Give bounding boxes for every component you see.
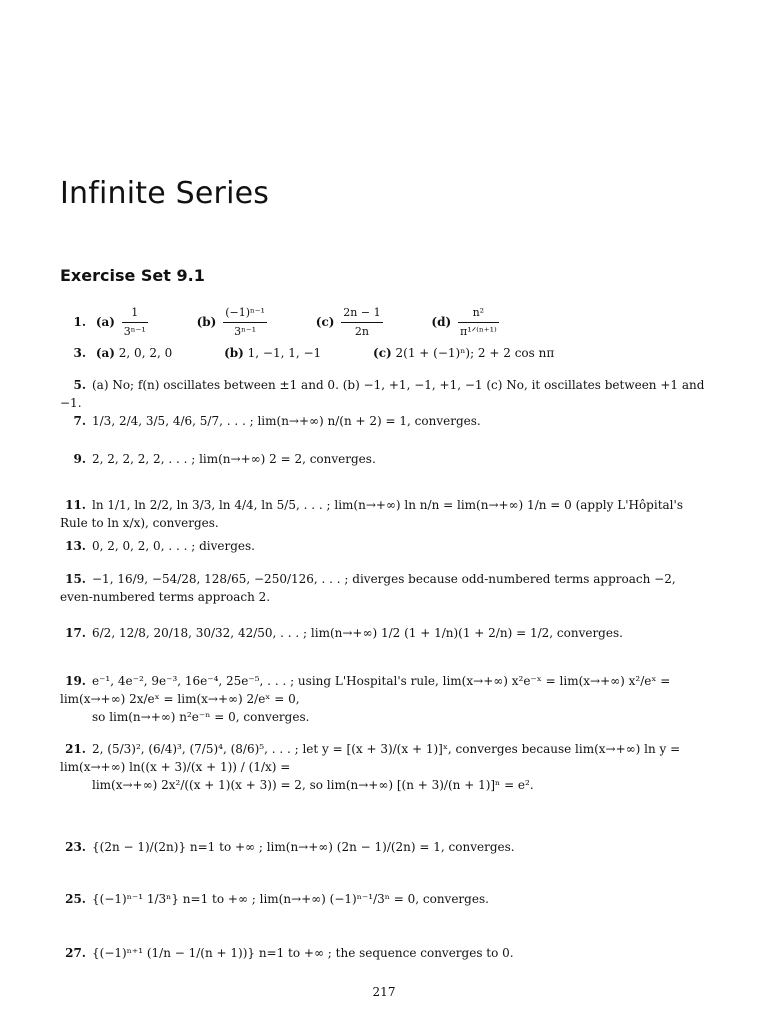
problem-text: {(−1)ⁿ⁺¹ (1/n − 1/(n + 1))} n=1 to +∞ ; the sequence converges to 0. — [92, 946, 514, 960]
problem-5 — [60, 376, 710, 412]
problem-19 — [60, 672, 710, 726]
problem-number: 17. — [65, 626, 86, 640]
problem-25 — [60, 890, 710, 908]
problem-text: 2, (5/3)², (6/4)³, (7/5)⁴, (8/6)⁵, . . . ; let y = [(x + 3)/(x + 1)]ˣ, converges because lim(x→+∞) ln y = lim(x→+∞) ln((x + 3)/(x + 1)) / (1/x) = — [60, 742, 681, 774]
problem-number: 15. — [65, 572, 86, 586]
problem-15 — [60, 570, 710, 606]
problem-text: 6/2, 12/8, 20/18, 30/32, 42/50, . . . ; lim(n→+∞) 1/2 (1 + 1/n)(1 + 2/n) = 1/2, converges. — [92, 626, 623, 640]
problem-7 — [60, 412, 710, 430]
problem-text: {(−1)ⁿ⁻¹ 1/3ⁿ} n=1 to +∞ ; lim(n→+∞) (−1)ⁿ⁻¹/3ⁿ = 0, converges. — [92, 892, 489, 906]
part-d: (d) $\frac{\text{n²}}{\text{π¹ᐟ⁽ⁿ⁺¹⁾}}$ — [431, 306, 497, 338]
problem-number: 1. — [73, 315, 86, 329]
problem-number: 23. — [65, 840, 86, 854]
problem-text: {(2n − 1)/(2n)} n=1 to +∞ ; lim(n→+∞) (2n − 1)/(2n) = 1, converges. — [92, 840, 515, 854]
problem-number: 13. — [65, 539, 86, 553]
problem-number: 27. — [65, 946, 86, 960]
problem-1 — [60, 304, 710, 341]
part-c: (c) $\frac{2n - 1}{2n}$ — [315, 306, 381, 338]
problem-text: 0, 2, 0, 2, 0, . . . ; diverges. — [92, 539, 255, 553]
chapter-title: Infinite Series — [60, 176, 270, 211]
problem-text: (a) No; f(n) oscillates between ±1 and 0. (b) −1, +1, −1, +1, −1 (c) No, it oscillates between +1 and −1. — [60, 378, 705, 410]
part-a: (a) 2, 0, 2, 0 — [95, 346, 173, 360]
problem-text: ln 1/1, ln 2/2, ln 3/3, ln 4/4, ln 5/5, . . . ; lim(n→+∞) ln n/n = lim(n→+∞) 1/n = 0 (apply L'Hôpital's Rule to ln x/x), converges. — [60, 498, 683, 530]
problem-text: −1, 16/9, −54/28, 128/65, −250/126, . . . ; diverges because odd-numbered terms approach −2, even-numbered terms approach 2. — [60, 572, 676, 604]
part-b: (b) $\frac{\text{(−1)ⁿ⁻¹}}{\text{3ⁿ⁻¹}}$ — [196, 306, 265, 338]
problem-27 — [60, 944, 710, 962]
problem-text: 1/3, 2/4, 3/5, 4/6, 5/7, . . . ; lim(n→+∞) n/(n + 2) = 1, converges. — [92, 414, 481, 428]
problem-9 — [60, 450, 710, 468]
problem-number: 25. — [65, 892, 86, 906]
problem-text-continued: so lim(n→+∞) n²e⁻ⁿ = 0, converges. — [92, 710, 310, 724]
problem-text-continued: lim(x→+∞) 2x²/((x + 1)(x + 3)) = 2, so lim(n→+∞) [(n + 3)/(n + 1)]ⁿ = e². — [92, 778, 534, 792]
part-b: (b) 1, −1, 1, −1 — [224, 346, 322, 360]
problem-number: 5. — [73, 378, 86, 392]
problem-3 — [60, 344, 710, 362]
problem-11 — [60, 496, 710, 532]
problem-21 — [60, 740, 710, 794]
problem-number: 7. — [73, 414, 86, 428]
section-title: Exercise Set 9.1 — [60, 266, 205, 285]
part-c: (c) 2(1 + (−1)ⁿ); 2 + 2 cos nπ — [373, 346, 555, 360]
part-a: (a) $\frac{1}{\text{3ⁿ⁻¹}}$ — [95, 306, 146, 338]
page-number: 217 — [372, 985, 396, 999]
problem-number: 3. — [73, 346, 86, 360]
problem-number: 21. — [65, 742, 86, 756]
problem-23 — [60, 838, 710, 856]
problem-number: 11. — [65, 498, 86, 512]
problem-text: 2, 2, 2, 2, 2, . . . ; lim(n→+∞) 2 = 2, converges. — [92, 452, 376, 466]
problem-13 — [60, 537, 710, 555]
problem-text: e⁻¹, 4e⁻², 9e⁻³, 16e⁻⁴, 25e⁻⁵, . . . ; using L'Hospital's rule, lim(x→+∞) x²e⁻ˣ = lim(x→+∞) x²/eˣ = lim(x→+∞) 2x/eˣ = lim(x→+∞) 2/eˣ = 0, — [60, 674, 671, 706]
problem-number: 19. — [65, 674, 86, 688]
problem-17 — [60, 624, 710, 642]
problem-number: 9. — [73, 452, 86, 466]
